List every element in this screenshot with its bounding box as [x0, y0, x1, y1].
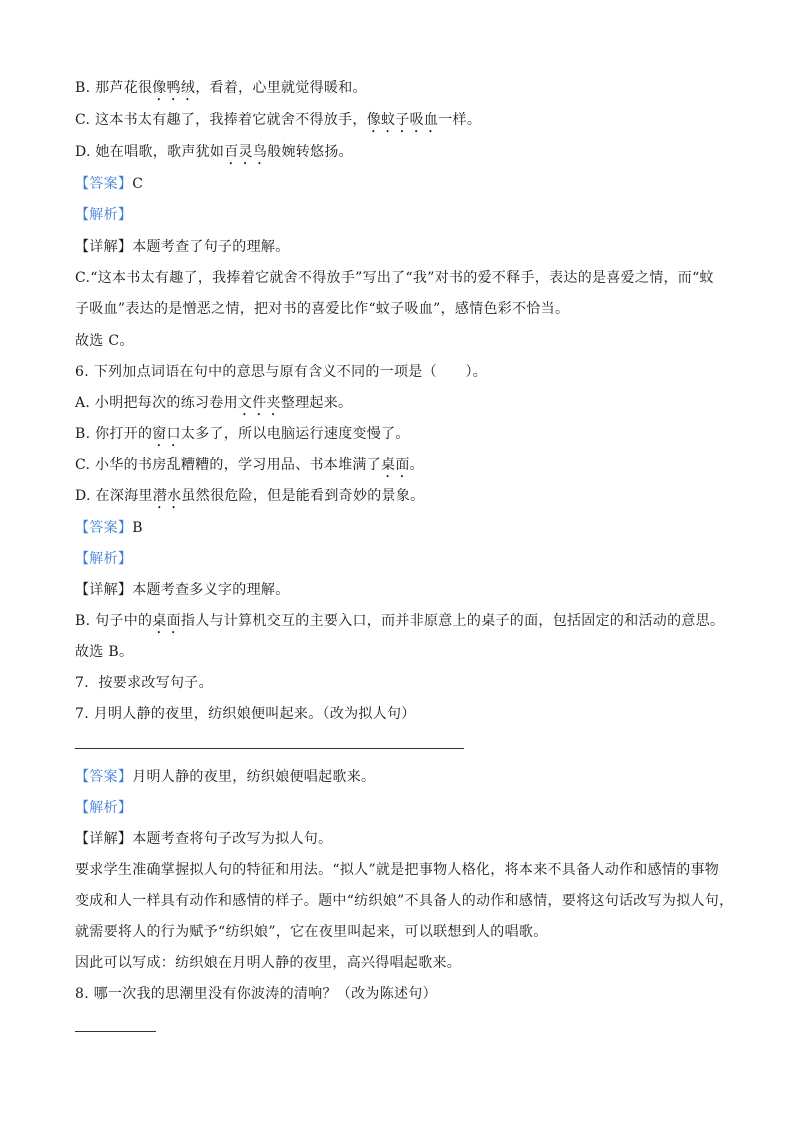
q8-answer-blank-line [75, 1031, 156, 1032]
answer-tag: 【答案】 [75, 176, 133, 192]
q7-answer: 【答案】月明人静的夜里，纺织娘便唱起歌来。 [75, 769, 376, 785]
q5-analysis-tag: 【解析】 [75, 207, 133, 223]
q6-option-a: A. 小明把每次的练习卷用文件夹整理起来。 [75, 395, 353, 411]
q5-explanation-line-1: C.“这本书太有趣了，我捧着它就舍不得放手”写出了“我”对书的爱不释手，表达的是喜爱之情，而“蚊 [75, 270, 714, 286]
detail-tag: 【详解】 [75, 582, 133, 598]
emphasized-word: 潜水 [152, 488, 182, 504]
q7-explanation-line-2: 变成和人一样具有动作和感情的样子。题中“纺织娘”不具备人的动作和感情，要将这句话改写为拟人句， [75, 893, 734, 909]
q7-conclusion: 因此可以写成：纺织娘在月明人静的夜里，高兴得唱起歌来。 [75, 955, 462, 971]
q6-detail: 【详解】本题考查多义字的理解。 [75, 582, 290, 598]
q6-analysis-tag: 【解析】 [75, 551, 133, 567]
emphasized-word: 像鸭绒 [152, 80, 196, 96]
q6-conclusion: 故选 B。 [75, 644, 134, 660]
q6-answer: 【答案】B [75, 520, 143, 536]
q6-option-b: B. 你打开的窗口太多了，所以电脑运行速度变慢了。 [75, 426, 410, 442]
emphasized-word: 像蚊子吸血 [366, 112, 439, 128]
answer-tag: 【答案】 [75, 520, 133, 536]
q5-answer: 【答案】C [75, 176, 144, 192]
q7-explanation-line-1: 要求学生准确掌握拟人句的特征和用法。“拟人”就是把事物人格化，将本来不具备人动作和感情的事物 [75, 862, 720, 878]
q7-explanation-line-3: 就需要将人的行为赋予“纺织娘”，它在夜里叫起来，可以联想到人的唱歌。 [75, 924, 548, 940]
q7-detail: 【详解】本题考查将句子改写为拟人句。 [75, 831, 333, 847]
q6-explanation: B. 句子中的桌面指人与计算机交互的主要入口，而并非原意上的桌子的面，包括固定的和活动的意思。 [75, 613, 725, 629]
emphasized-word: 文件夹 [237, 395, 281, 411]
q5-detail: 【详解】本题考查了句子的理解。 [75, 239, 290, 255]
q6-option-d: D. 在深海里潜水虽然很危险，但是能看到奇妙的景象。 [75, 488, 425, 504]
emphasized-word: 窗口 [152, 426, 181, 442]
emphasized-word: 桌面 [381, 457, 410, 473]
q7-analysis-tag: 【解析】 [75, 800, 133, 816]
detail-tag: 【详解】 [75, 831, 133, 847]
q7-answer-blank-line [75, 748, 464, 749]
q7-stem: 7. 月明人静的夜里，纺织娘便叫起来。（改为拟人句） [75, 706, 416, 722]
q5-conclusion: 故选 C。 [75, 333, 134, 349]
q5-explanation-line-2: 子吸血”表达的是憎恶之情，把对书的喜爱比作“蚊子吸血”，感情色彩不恰当。 [75, 301, 570, 317]
emphasized-word: 百灵鸟 [224, 144, 268, 160]
answer-tag: 【答案】 [75, 769, 133, 785]
q6-stem: 6. 下列加点词语在句中的意思与原有含义不同的一项是（ ）。 [75, 364, 488, 380]
detail-tag: 【详解】 [75, 239, 133, 255]
q8-stem: 8. 哪一次我的思潮里没有你波涛的清响？（改为陈述句） [75, 986, 437, 1002]
q7-header: 7．按要求改写句子。 [75, 675, 213, 691]
q5-option-c: C. 这本书太有趣了，我捧着它就舍不得放手，像蚊子吸血一样。 [75, 112, 482, 128]
q5-option-d: D. 她在唱歌，歌声犹如百灵鸟般婉转悠扬。 [75, 144, 353, 160]
q5-option-b: B. 那芦花很像鸭绒，看着，心里就觉得暖和。 [75, 80, 367, 96]
q6-option-c: C. 小华的书房乱糟糟的，学习用品、书本堆满了桌面。 [75, 457, 424, 473]
emphasized-word: 桌面 [152, 613, 181, 629]
